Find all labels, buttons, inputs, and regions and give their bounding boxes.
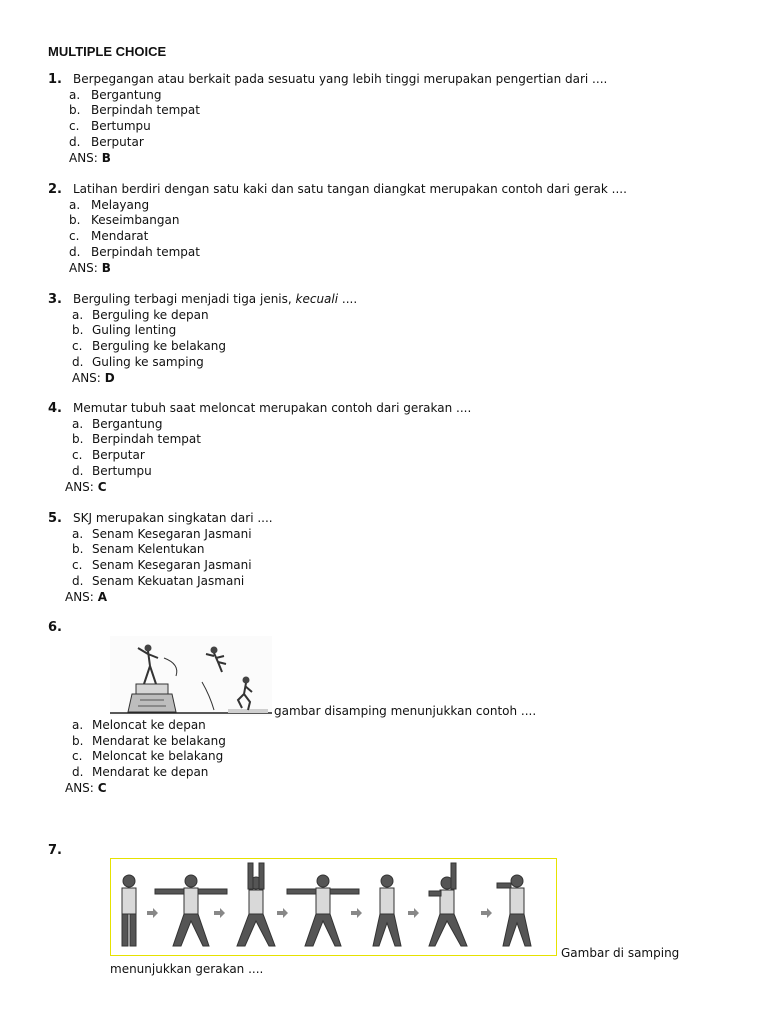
option-b: b. Keseimbangan [69, 213, 180, 228]
question-text: Berguling terbagi menjadi tiga jenis, [73, 292, 296, 306]
question-number: 7. [48, 843, 62, 858]
option-a: a. Bergantung [72, 416, 163, 431]
question-3: 3. Berguling terbagi menjadi tiga jenis, kecuali .... a. Berguling ke depan b. Guling lenting c. Berguling ke belakang d. Guling ke samping ANS: D [48, 292, 358, 385]
option-d: d. Bertumpu [72, 463, 152, 478]
answer: ANS: B [69, 150, 111, 165]
question-number: 2. [48, 182, 62, 197]
option-d: d. Berputar [69, 134, 144, 149]
question-number: 5. [48, 511, 62, 526]
option-a: a. Meloncat ke depan [72, 718, 206, 732]
question-text: Memutar tubuh saat meloncat merupakan contoh dari gerakan .... [73, 401, 472, 415]
question-1 [48, 72, 607, 166]
option-c: c. Meloncat ke belakang [72, 749, 224, 764]
question-text: SKJ merupakan singkatan dari .... [73, 511, 273, 525]
question-2 [48, 182, 627, 276]
page-heading: MULTIPLE CHOICE [48, 44, 167, 59]
question-4 [48, 401, 471, 495]
option-b: b. Berpindah tempat [69, 103, 200, 118]
question-7-caption: Gambar di samping [561, 946, 680, 960]
option-a: a. Senam Kesegaran Jasmani [72, 526, 252, 541]
question-7 [48, 843, 62, 859]
option-b: b. Senam Kelentukan [72, 542, 205, 557]
question-number: 4. [48, 401, 62, 416]
question-6-caption: gambar disamping menunjukkan contoh .... [274, 704, 537, 718]
question-number: 6. [48, 620, 62, 635]
option-a: a. Bergantung [69, 87, 162, 102]
question-6-options [65, 718, 226, 797]
exercise-sequence-illustration [110, 858, 557, 956]
question-text: Berpegangan atau berkait pada sesuatu yang lebih tinggi merupakan pengertian dari .... [73, 72, 608, 86]
option-b: b. Berpindah tempat [72, 432, 201, 447]
question-number: 3. [48, 292, 62, 307]
option-b: b. Guling lenting [72, 323, 177, 338]
option-c: c. Bertumpu [69, 119, 151, 134]
option-c: c. Senam Kesegaran Jasmani [72, 558, 252, 573]
answer: ANS: C [65, 780, 107, 795]
option-d: d. Senam Kekuatan Jasmani [72, 573, 245, 588]
option-a: a. Melayang [69, 197, 150, 212]
option-a: a. Berguling ke depan [72, 307, 209, 322]
option-c: c. Mendarat [69, 229, 149, 244]
answer: ANS: C [65, 479, 107, 494]
option-c: c. Berguling ke belakang [72, 339, 226, 354]
question-number: 1. [48, 72, 62, 87]
question-7-caption-continued: menunjukkan gerakan .... [110, 962, 264, 976]
answer: ANS: A [65, 589, 107, 604]
option-d: d. Berpindah tempat [69, 244, 200, 259]
answer: ANS: D [72, 370, 115, 385]
exercise-figures [111, 859, 555, 954]
answer: ANS: B [69, 260, 111, 275]
question-5 [48, 511, 273, 605]
question-text: Latihan berdiri dengan satu kaki dan satu tangan diangkat merupakan contoh dari gerak .... [73, 182, 627, 196]
option-d: d. Mendarat ke depan [72, 765, 209, 780]
jumping-illustration [110, 636, 272, 716]
option-d: d. Guling ke samping [72, 354, 204, 369]
option-c: c. Berputar [72, 448, 145, 463]
option-b: b. Mendarat ke belakang [72, 733, 226, 748]
question-text-emphasis: kecuali [295, 292, 339, 306]
question-6 [48, 620, 62, 636]
